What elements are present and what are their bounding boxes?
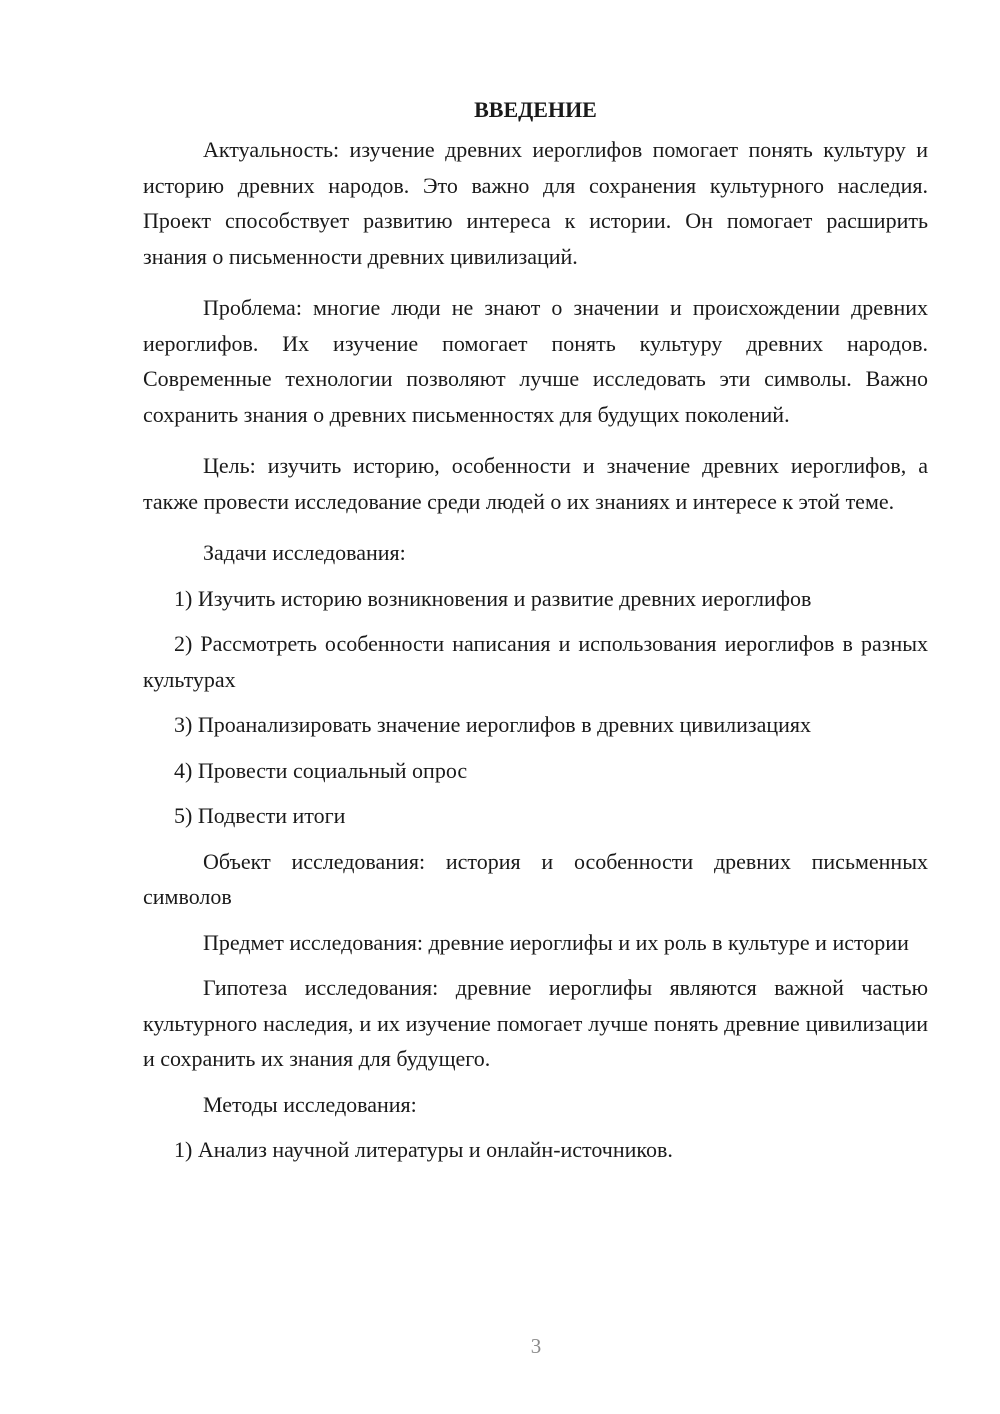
object-paragraph: Объект исследования: история и особенности древних письменных символов: [143, 848, 928, 909]
section-heading: ВВЕДЕНИЕ: [474, 97, 597, 122]
subject-paragraph: Предмет исследования: древние иероглифы и их роль в культуре и истории: [203, 929, 909, 955]
method-item: 1) Анализ научной литературы и онлайн-источников.: [174, 1137, 673, 1162]
task-item: 2) Рассмотреть особенности написания и использования иероглифов в разных культурах: [143, 631, 928, 692]
relevance-paragraph: Актуальность: изучение древних иероглифов помогает понять культуру и историю древних народов. Это важно для сохранения культурного наследия. Проект способствует развитию интереса к истории. Он помогает расширить знания о письменности древних цивилизаций.: [143, 137, 928, 269]
task-item: 3) Проанализировать значение иероглифов в древних цивилизациях: [174, 712, 812, 737]
task-item: 5) Подвести итоги: [174, 803, 346, 828]
task-item: 4) Провести социальный опрос: [174, 757, 468, 783]
tasks-heading: Задачи исследования:: [203, 540, 406, 565]
document-page: [143, 92, 928, 1168]
goal-paragraph: Цель: изучить историю, особенности и значение древних иероглифов, а также провести исследование среди людей о их знаниях и интересе к этой теме.: [143, 453, 928, 514]
page-number: 3: [530, 1334, 542, 1358]
task-item: 1) Изучить историю возникновения и развитие древних иероглифов: [174, 585, 812, 611]
methods-heading: Методы исследования:: [203, 1091, 417, 1117]
hypothesis-paragraph: Гипотеза исследования: древние иероглифы являются важной частью культурного наследия, и их изучение помогает лучше понять древние цивилизации и сохранить их знания для будущего.: [143, 975, 928, 1071]
problem-paragraph: Проблема: многие люди не знают о значении и происхождении древних иероглифов. Их изучение помогает понять культуру древних народов. Современные технологии позволяют лучше исследовать эти символы. Важно сохранить знания о древних письменностях для будущих поколений.: [143, 295, 928, 427]
